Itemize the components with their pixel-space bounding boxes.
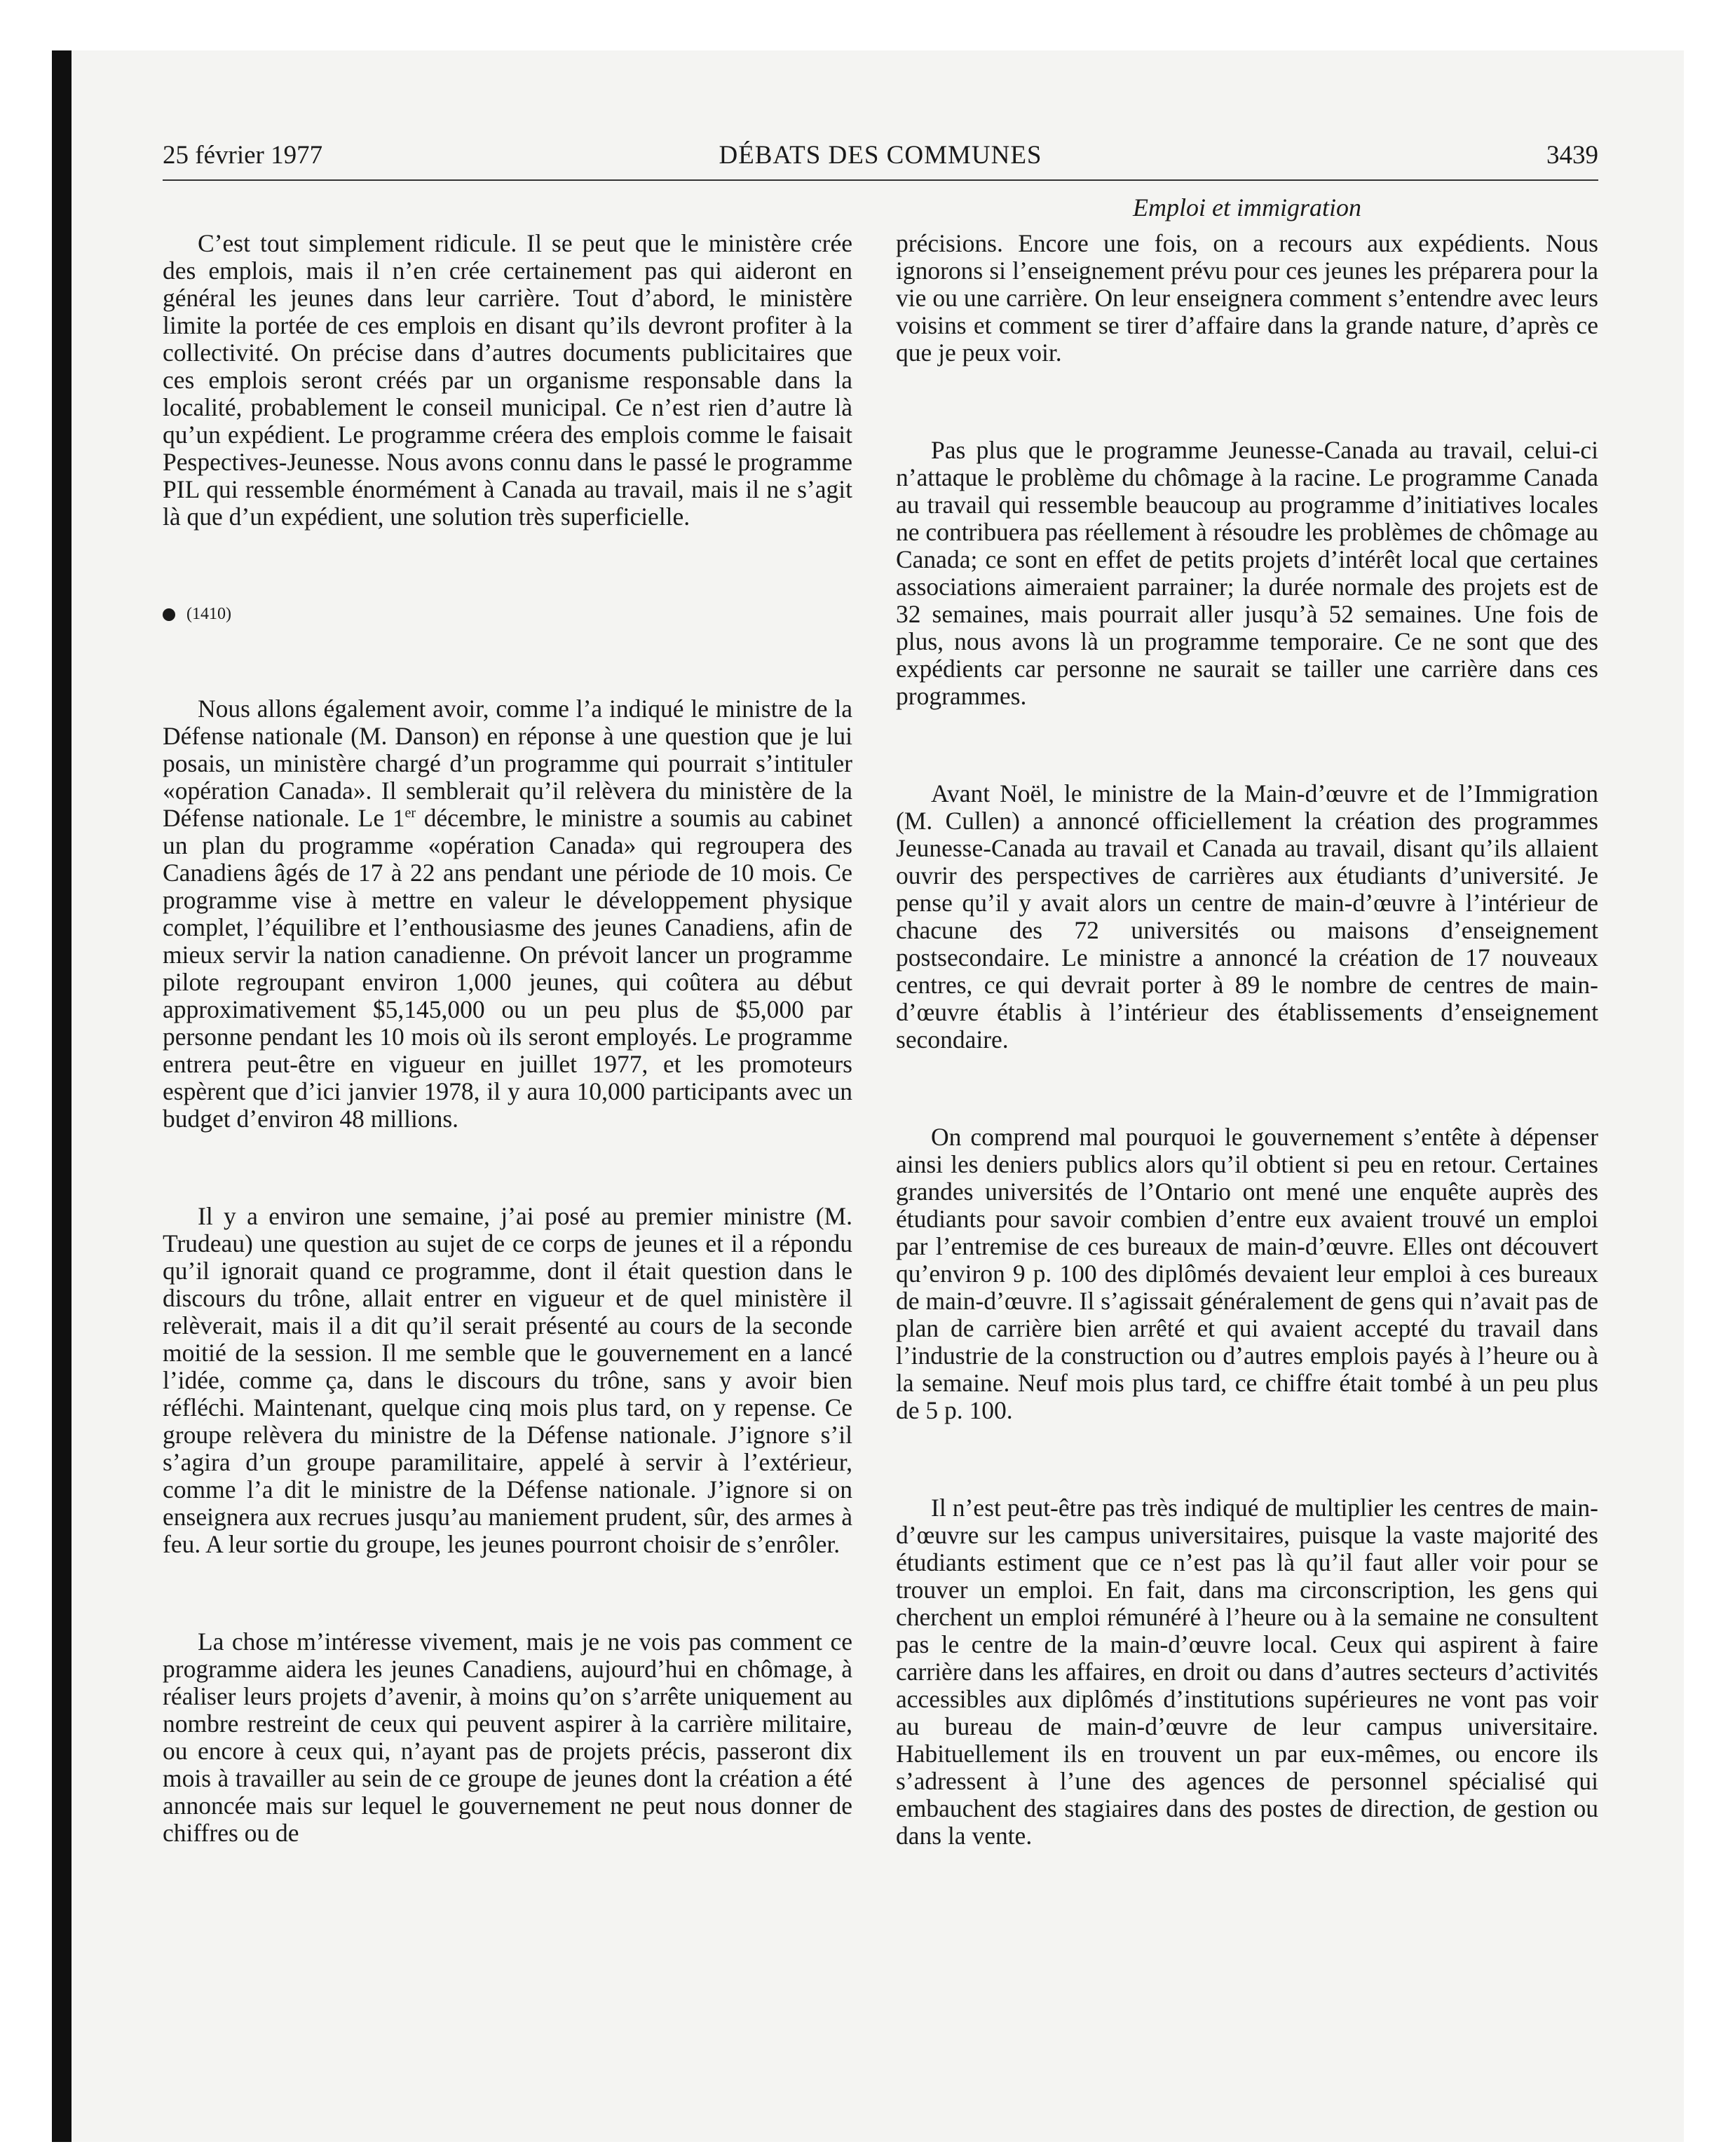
right-column — [896, 192, 1598, 1920]
ordinal-superscript: er — [404, 805, 416, 821]
bullet-icon — [163, 608, 175, 621]
paragraph: On comprend mal pourquoi le gouvernement s’entête à dépenser ainsi les deniers publics alors qu’il obtient si peu en retour. Certaines grandes universités de l’Ontario ont mené une enquête auprès des étudiants pour savoir combien d’entre eux avaient trouvé un emploi par l’entremise de ces bureaux de main-d’œuvre. Elles ont découvert qu’environ 9 p. 100 des diplômés devaient leur emploi à ces bureaux de main-d’œuvre. Il s’agissait généralement de gens qui n’avait pas de plan de carrière bien arrêté et qui avaient accepté du travail dans l’industrie de la construction ou d’autres emplois payés à l’heure ou à la semaine. Neuf mois plus tard, ce chiffre était tombé à un peu plus de 5 p. 100. — [896, 1123, 1598, 1424]
paragraph: Pas plus que le programme Jeunesse-Canada au travail, celui-ci n’attaque le problème du chômage à la racine. Le programme Canada au travail qui ressemble beaucoup au programme d’initiatives locales ne contribuera pas réellement à résoudre les problèmes de chômage au Canada; ce sont en effet de petits projets d’intérêt local que certaines associations aimeraient parrainer; la durée normale des projets est de 32 semaines, mais pourrait aller jusqu’à 52 semaines. Une fois de plus, nous avons là un programme temporaire. Ce ne sont que des expédients car personne ne saurait se tailler une carrière dans ces programmes. — [896, 436, 1598, 710]
paragraph: Il n’est peut-être pas très indiqué de multiplier les centres de main-d’œuvre sur les campus universitaires, puisque la vaste majorité des étudiants estiment que ce n’est pas là qu’il faut aller voir pour se trouver un emploi. En fait, dans ma circonscription, les gens qui cherchent un emploi rémunéré à l’heure ou à la semaine ne consultent pas le centre de la main-d’œuvre local. Ceux qui aspirent à faire carrière dans les affaires, en droit ou dans d’autres secteurs d’activités accessibles aux diplômés d’institutions supérieures ne vont pas voir au bureau de main-d’œuvre de leur campus universitaire. Habituellement ils en trouvent un par eux-mêmes, ou encore ils s’adressent à l’une des agences de personnel spécialisé qui embauchent des stagiaires dans des postes de direction, de gestion ou dans la vente. — [896, 1494, 1598, 1850]
page-header — [163, 140, 1598, 181]
paragraph — [163, 695, 852, 1133]
paragraph: Il y a environ une semaine, j’ai posé au premier ministre (M. Trudeau) une question au sujet de ce corps de jeunes et il a répondu qu’il ignorait quand ce programme, dont il était question dans le discours du trône, allait entrer en vigueur et de quel ministère il relèverait, mais il a dit qu’il serait présenté au cours de la seconde moitié de la session. Il me semble que le gouvernement en a lancé l’idée, comme ça, dans le discours du trône, sans y avoir bien réfléchi. Maintenant, quelque cinq mois plus tard, on y repense. Ce groupe relèvera du ministre de la Défense nationale. J’ignore s’il s’agira d’un groupe paramilitaire, appelé à servir à l’extérieur, comme l’a dit le ministre de la Défense nationale. J’ignore si on enseignera aux recrues jusqu’au maniement prudent, sûr, des armes à feu. A leur sortie du groupe, les jeunes pourront choisir de s’enrôler. — [163, 1202, 852, 1558]
left-column — [163, 230, 852, 1917]
paragraph: La chose m’intéresse vivement, mais je ne vois pas comment ce programme aidera les jeunes Canadiens, aujourd’hui en chômage, à réaliser leurs projets d’avenir, à moins qu’on s’arrête uniquement au nombre restreint de ceux qui peuvent aspirer à la carrière militaire, ou encore à ceux qui, n’ayant pas de projets précis, passeront dix mois à travailler au sein de ce groupe de jeunes dont la création a été annoncée mais sur lequel le gouvernement ne peut nous donner de chiffres ou de — [163, 1628, 852, 1847]
paragraph-text: Nous allons également avoir, comme l’a indiqué le ministre de la Défense nationale (M. Danson) en réponse à une question que je lui posais, un ministère chargé d’un programme qui pourrait s’intituler «opération Canada». Il semblerait qu’il relèvera du ministère de la Défense nationale. Le 1 — [163, 695, 852, 832]
paragraph: C’est tout simplement ridicule. Il se peut que le ministère crée des emplois, mais il n’en crée certainement pas qui aideront en général les jeunes dans leur carrière. Tout d’abord, le ministère limite la portée de ces emplois en disant qu’ils devront profiter à la collectivité. On précise dans d’autres documents publicitaires que ces emplois seront créés par un organisme responsable dans la localité, probablement le conseil municipal. Ce n’est rien d’autre là qu’un expédient. Le programme créera des emplois comme le faisait Pespectives-Jeunesse. Nous avons connu dans le passé le programme PIL qui ressemble énormément à Canada au travail, mais il ne s’agit là que d’un expédient, une solution très superficielle. — [163, 229, 852, 531]
time-marker — [163, 601, 852, 628]
header-title: DÉBATS DES COMMUNES — [719, 141, 1042, 170]
section-heading: Emploi et immigration — [1133, 193, 1361, 221]
page — [163, 140, 1598, 1850]
page-number: 3439 — [1546, 141, 1598, 170]
header-date: 25 février 1977 — [163, 141, 323, 170]
paragraph: Avant Noël, le ministre de la Main-d’œuvre et de l’Immigration (M. Cullen) a annoncé officiellement la création des programmes Jeunesse-Canada au travail et Canada au travail, disant qu’ils allaient ouvrir des perspectives de carrières aux étudiants d’université. Je pense qu’il y avait alors un centre de main-d’œuvre à l’intérieur de chacune des 72 universités ou maisons d’enseignement postsecondaire. Le ministre a annoncé la création de 17 nouveaux centres, ce qui devrait porter à 89 le nombre de centres de main-d’œuvre établis à l’intérieur des établissements d’enseignement secondaire. — [896, 779, 1598, 1053]
scan-binding-edge — [52, 50, 72, 2142]
time-marker-text: (1410) — [186, 605, 231, 623]
paragraph: précisions. Encore une fois, on a recours aux expédients. Nous ignorons si l’enseignement prévu pour ces jeunes les préparera pour la vie ou une carrière. On leur enseignera comment s’entendre avec leurs voisins et comment se tirer d’affaire dans la grande nature, d’après ce que je peux voir. — [896, 229, 1598, 367]
paragraph-text: décembre, le ministre a soumis au cabinet un plan du programme «opération Canada» qui regroupera des Canadiens âgés de 17 à 22 ans pendant une période de 10 mois. Ce programme vise à mettre en valeur le développement physique complet, l’équilibre et l’enthousiasme des jeunes Canadiens, afin de mieux servir la nation canadienne. On prévoit lancer un programme pilote regroupant environ 1,000 jeunes, qui coûtera au début approximativement $5,145,000 ou un peu plus de $5,000 par personne pendant les 10 mois où ils seront employés. Le programme entrera peut-être en vigueur en juillet 1977, et les promoteurs espèrent que d’ici janvier 1978, il y aura 10,000 participants avec un budget d’environ 48 millions. — [163, 804, 852, 1133]
